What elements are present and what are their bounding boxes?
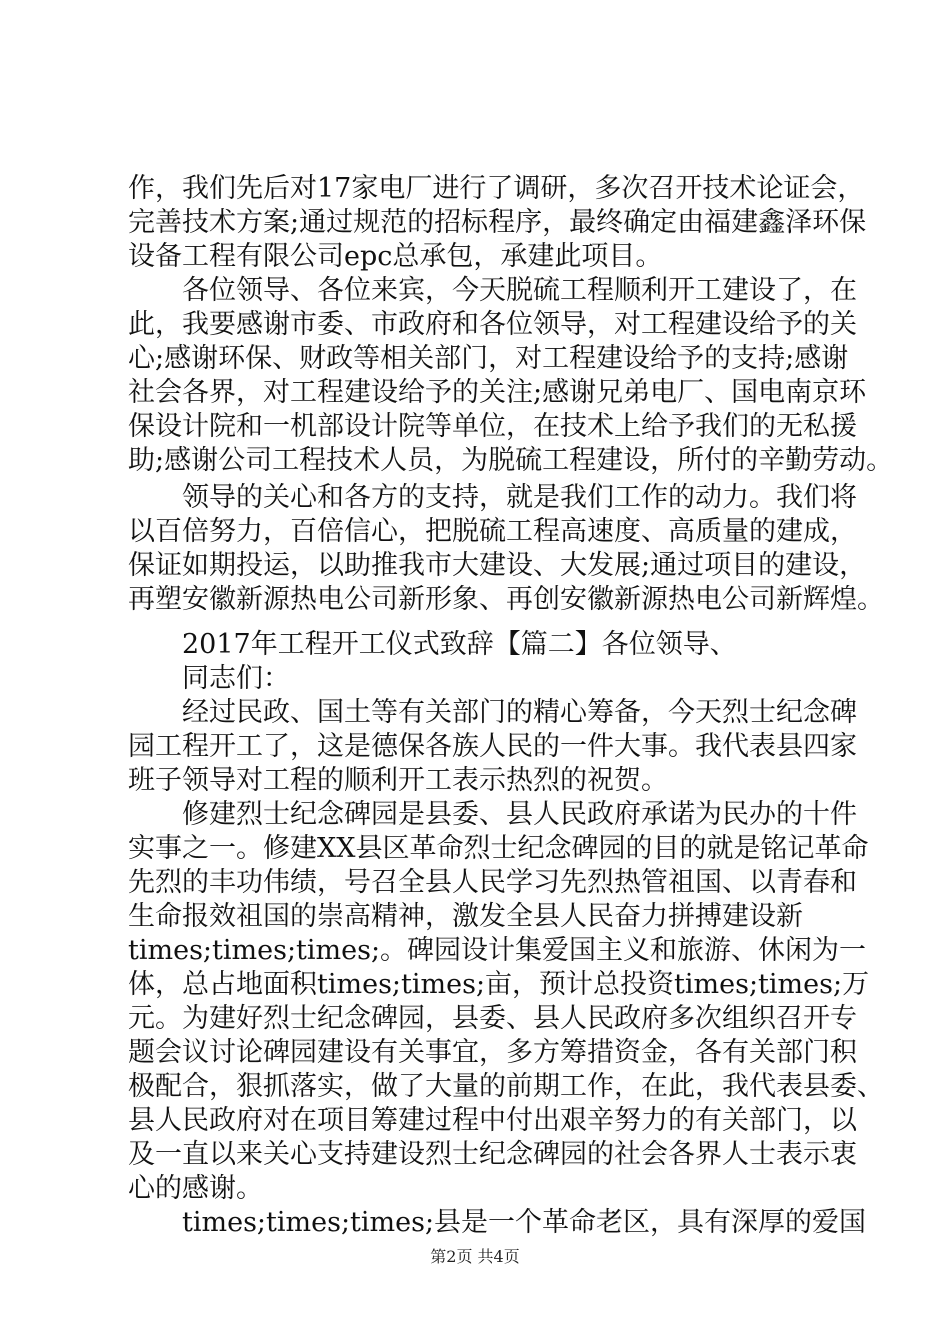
text-line: times;times;times;县是一个革命老区，具有深厚的爱国 bbox=[128, 1207, 867, 1238]
text-line: 先烈的丰功伟绩，号召全县人民学习先烈热管祖国、以青春和 bbox=[128, 867, 857, 898]
text-line: 保设计院和一机部设计院等单位，在技术上给予我们的无私援 bbox=[128, 411, 857, 442]
text-line: 此，我要感谢市委、市政府和各位领导，对工程建设给予的关 bbox=[128, 309, 857, 340]
text-line: 县人民政府对在项目筹建过程中付出艰辛努力的有关部门，以 bbox=[128, 1105, 857, 1136]
text-line: 心的感谢。 bbox=[128, 1173, 263, 1204]
text-line: 作，我们先后对17家电厂进行了调研，多次召开技术论证会， bbox=[128, 173, 865, 204]
section-heading: 2017年工程开工仪式致辞【篇二】各位领导、 bbox=[128, 629, 737, 660]
text-line: 以百倍努力，百倍信心，把脱硫工程高速度、高质量的建成， bbox=[128, 516, 857, 547]
text-line: 各位领导、各位来宾，今天脱硫工程顺利开工建设了，在 bbox=[128, 275, 857, 306]
text-line: times;times;times;。碑园设计集爱国主义和旅游、休闲为一 bbox=[128, 935, 867, 966]
text-line: 园工程开工了，这是德保各族人民的一件大事。我代表县四家 bbox=[128, 731, 857, 762]
text-line: 社会各界，对工程建设给予的关注;感谢兄弟电厂、国电南京环 bbox=[128, 377, 867, 408]
text-line: 经过民政、国土等有关部门的精心筹备，今天烈士纪念碑 bbox=[128, 697, 857, 728]
text-line: 元。为建好烈士纪念碑园，县委、县人民政府多次组织召开专 bbox=[128, 1003, 857, 1034]
text-line: 同志们： bbox=[128, 663, 290, 694]
text-line: 班子领导对工程的顺利开工表示热烈的祝贺。 bbox=[128, 765, 668, 796]
text-line: 实事之一。修建XX县区革命烈士纪念碑园的目的就是铭记革命 bbox=[128, 833, 869, 864]
text-line: 修建烈士纪念碑园是县委、县人民政府承诺为民办的十件 bbox=[128, 799, 857, 830]
text-line: 极配合，狠抓落实，做了大量的前期工作，在此，我代表县委、 bbox=[128, 1071, 884, 1102]
text-line: 题会议讨论碑园建设有关事宜，多方筹措资金，各有关部门积 bbox=[128, 1037, 857, 1068]
text-line: 生命报效祖国的崇高精神，激发全县人民奋力拼搏建设新 bbox=[128, 901, 803, 932]
text-line: 心;感谢环保、财政等相关部门，对工程建设给予的支持;感谢 bbox=[128, 343, 849, 374]
text-line: 保证如期投运，以助推我市大建设、大发展;通过项目的建设， bbox=[128, 550, 867, 581]
text-line: 及一直以来关心支持建设烈士纪念碑园的社会各界人士表示衷 bbox=[128, 1139, 857, 1170]
text-line: 领导的关心和各方的支持，就是我们工作的动力。我们将 bbox=[128, 482, 857, 513]
text-line: 助;感谢公司工程技术人员，为脱硫工程建设，所付的辛勤劳动。 bbox=[128, 445, 894, 476]
text-line: 设备工程有限公司epc总承包，承建此项目。 bbox=[128, 241, 663, 272]
text-line: 完善技术方案;通过规范的招标程序，最终确定由福建鑫泽环保 bbox=[128, 207, 867, 238]
text-line: 再塑安徽新源热电公司新形象、再创安徽新源热电公司新辉煌。 bbox=[128, 584, 884, 615]
text-line: 体，总占地面积times;times;亩，预计总投资times;times;万 bbox=[128, 969, 870, 1000]
page-number-footer: 第2页 共4页 bbox=[430, 1247, 520, 1266]
